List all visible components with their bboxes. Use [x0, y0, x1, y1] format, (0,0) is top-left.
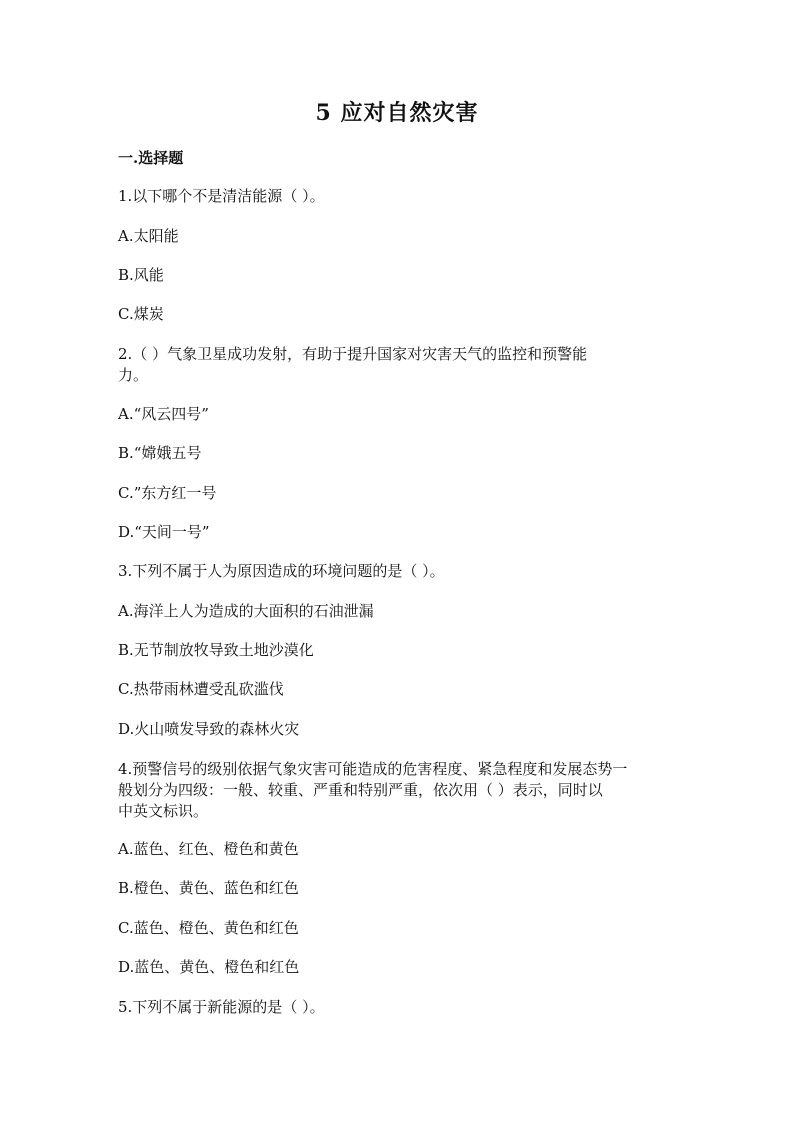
question-4-option-c: C.蓝色、橙色、黄色和红色: [118, 919, 299, 937]
question-3-option-b: B.无节制放牧导致土地沙漠化: [118, 641, 314, 659]
question-5-stem: 5.下列不属于新能源的是（ ）。: [118, 998, 325, 1016]
page-title: 5 应对自然灾害: [315, 100, 479, 126]
question-2-stem-line-2: 力。: [118, 366, 149, 384]
question-1-stem: 1.以下哪个不是清洁能源（ ）。: [118, 187, 325, 205]
question-3-option-d: D.火山喷发导致的森林火灾: [118, 720, 300, 738]
question-1-option-a: A.太阳能: [118, 227, 179, 245]
question-3-option-c: C.热带雨林遭受乱砍滥伐: [118, 680, 284, 698]
question-1-option-c: C.煤炭: [118, 305, 164, 323]
question-4-stem-line-1: 4.预警信号的级别依据气象灾害可能造成的危害程度、紧急程度和发展态势一: [118, 760, 628, 778]
question-3-option-a: A.海洋上人为造成的大面积的石油泄漏: [118, 602, 374, 620]
question-4-option-d: D.蓝色、黄色、橙色和红色: [118, 958, 300, 976]
question-4-option-b: B.橙色、黄色、蓝色和红色: [118, 879, 299, 897]
question-1-option-b: B.风能: [118, 266, 164, 284]
question-4-option-a: A.蓝色、红色、橙色和黄色: [118, 840, 299, 858]
question-2-option-c: C.”东方红一号: [118, 484, 217, 502]
question-2-option-a: A.“风云四号”: [118, 405, 209, 423]
question-2-option-b: B.“嫦娥五号: [118, 444, 202, 462]
question-4-stem-line-3: 中英文标识。: [118, 802, 209, 820]
question-2-option-d: D.“天间一号”: [118, 523, 210, 541]
question-3-stem: 3.下列不属于人为原因造成的环境问题的是（ ）。: [118, 562, 445, 580]
question-2-stem-line-1: 2.（ ）气象卫星成功发射，有助于提升国家对灾害天气的监控和预警能: [118, 345, 588, 363]
question-4-stem-line-2: 般划分为四级：一般、较重、严重和特别严重，依次用（ ）表示，同时以: [118, 781, 603, 799]
section-heading: 一.选择题: [118, 149, 184, 167]
